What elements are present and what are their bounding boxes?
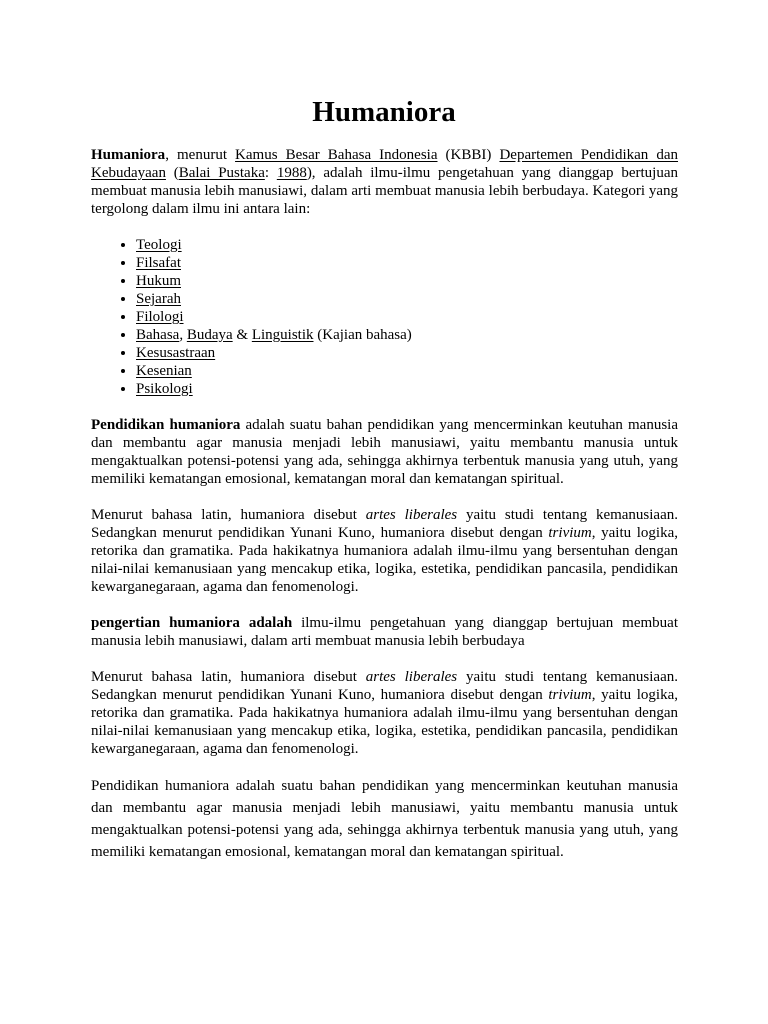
link-year[interactable]: 1988 — [276, 165, 307, 181]
latin-text: Menurut bahasa latin, humaniora disebut — [91, 507, 366, 523]
intro-text: ( — [165, 165, 179, 181]
link-sejarah[interactable]: Sejarah — [136, 291, 181, 307]
last-paragraph: Pendidikan humaniora adalah suatu bahan pendidikan yang mencerminkan keutuhan manusia dan membantu agar manusia menjadi lebih manusiawi, yaitu membantu manusia untuk mengaktualkan potensi-potensi yang ada, sehingga akhirnya terbentuk manusia yang utuh, yang memiliki kematangan emosional, kematangan moral dan kematangan spiritual. — [91, 778, 678, 860]
latin-paragraph-2 — [91, 668, 678, 758]
list-item — [136, 272, 678, 290]
link-filologi[interactable]: Filologi — [136, 309, 184, 325]
link-teologi[interactable]: Teologi — [136, 237, 182, 253]
link-balai-pustaka[interactable]: Balai Pustaka — [178, 165, 265, 181]
trivium-term: trivium — [548, 525, 592, 541]
pengertian-term: pengertian humaniora adalah — [91, 615, 293, 631]
pengertian-text: ilmu-ilmu pengetahuan yang dianggap bertujuan membuat manusia lebih manusiawi, dalam arti membuat manusia lebih berbudaya — [91, 615, 678, 649]
intro-term: Humaniora — [91, 147, 166, 163]
intro-text: : — [264, 165, 277, 181]
latin-text: Menurut bahasa latin, humaniora disebut — [91, 669, 366, 685]
intro-text: , menurut — [165, 147, 236, 163]
list-item — [136, 236, 678, 254]
intro-text: (KBBI) — [437, 147, 500, 163]
pendidikan-term: Pendidikan humaniora — [91, 417, 241, 433]
trivium-term: trivium — [548, 687, 592, 703]
link-kesenian[interactable]: Kesenian — [136, 363, 192, 379]
pendidikan-text: adalah suatu bahan pendidikan yang mencerminkan keutuhan manusia dan membantu agar manusia menjadi lebih manusiawi, yaitu membantu manusia untuk mengaktualkan potensi-potensi yang ada, sehingga akhirnya terbentuk manusia yang utuh, yang memiliki kematangan emosional, kematangan moral dan kematangan spiritual. — [91, 417, 678, 487]
link-budaya[interactable]: Budaya — [186, 327, 233, 343]
link-bahasa[interactable]: Bahasa — [136, 327, 180, 343]
latin-text: , yaitu logika, retorika dan gramatika. Pada hakikatnya humaniora adalah ilmu-ilmu yang bersentuhan dengan nilai-nilai kemanusiaan yang mencakup etika, logika, estetika, pendidikan pancasila, pendidikan kewarganegaraan, agama dan fenomenologi. — [91, 525, 678, 595]
list-item — [136, 344, 678, 362]
link-kbbi[interactable]: Kamus Besar Bahasa Indonesia — [235, 147, 438, 163]
link-linguistik[interactable]: Linguistik — [251, 327, 314, 343]
link-hukum[interactable]: Hukum — [136, 273, 181, 289]
latin-text: yaitu studi tentang kemanusiaan. Sedangkan menurut pendidikan Yunani Kuno, humaniora disebut dengan — [91, 669, 678, 703]
latin-paragraph — [91, 506, 678, 596]
category-list — [91, 236, 678, 398]
link-departemen[interactable]: Departemen Pendidikan dan Kebudayaan — [91, 147, 679, 181]
latin-term: artes liberales — [365, 507, 458, 523]
latin-text: yaitu studi tentang kemanusiaan. Sedangkan menurut pendidikan Yunani Kuno, humaniora disebut dengan — [91, 507, 678, 541]
list-item — [136, 308, 678, 326]
page-title: Humaniora — [312, 96, 456, 128]
list-item — [136, 362, 678, 380]
list-item — [136, 254, 678, 272]
intro-text: ), adalah ilmu-ilmu pengetahuan yang dianggap bertujuan membuat manusia lebih manusiawi, dalam arti membuat manusia lebih berbudaya. Kategori yang tergolong dalam ilmu ini antara lain: — [91, 165, 678, 217]
latin-text: , yaitu logika, retorika dan gramatika. Pada hakikatnya humaniora adalah ilmu-ilmu yang bersentuhan dengan nilai-nilai kemanusiaan yang mencakup etika, logika, estetika, pendidikan pancasila, pendidikan kewarganegaraan, agama dan fenomenologi. — [91, 687, 678, 757]
article-body — [91, 146, 678, 863]
link-kesusastraan[interactable]: Kesusastraan — [136, 345, 216, 361]
list-item — [136, 326, 678, 344]
list-separator: , — [179, 327, 187, 343]
intro-paragraph — [91, 146, 678, 218]
list-note: (Kajian bahasa) — [313, 327, 412, 343]
pendidikan-paragraph — [91, 416, 678, 488]
latin-term: artes liberales — [365, 669, 458, 685]
list-item — [136, 290, 678, 308]
pengertian-paragraph — [91, 614, 678, 650]
list-item — [136, 380, 678, 398]
link-filsafat[interactable]: Filsafat — [136, 255, 181, 271]
list-separator: & — [232, 327, 252, 343]
link-psikologi[interactable]: Psikologi — [136, 381, 193, 397]
